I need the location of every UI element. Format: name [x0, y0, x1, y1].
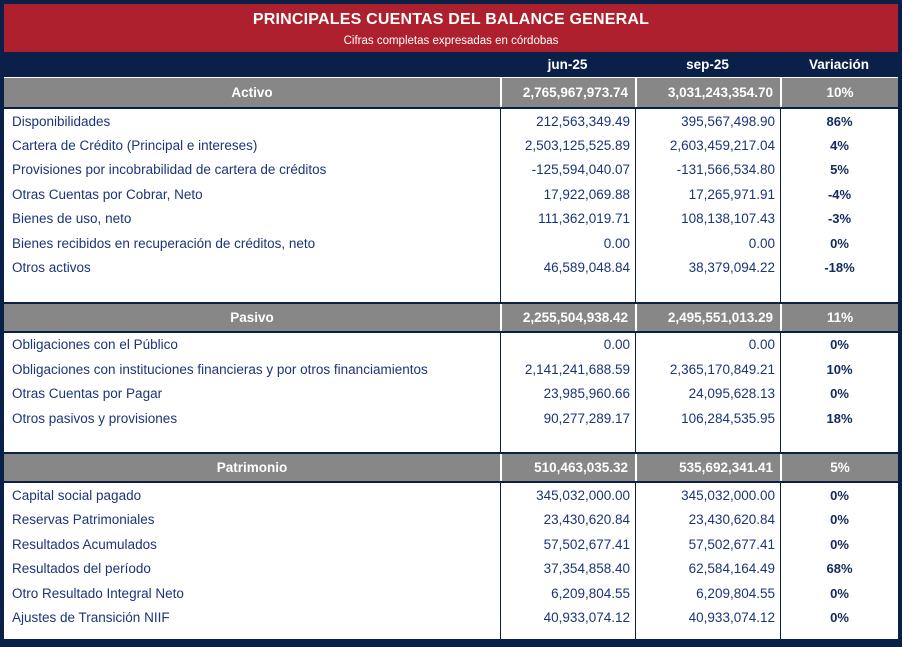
cell-sep25: 40,933,074.12 [635, 605, 780, 629]
cell-jun25: 46,589,048.84 [500, 255, 635, 279]
section-row-activo [4, 78, 898, 109]
cell-variation: 0% [780, 231, 898, 255]
table-row [4, 255, 898, 279]
cell-jun25: 345,032,000.00 [500, 483, 635, 507]
cell-variation: 68% [780, 556, 898, 580]
row-label: Resultados del período [12, 561, 151, 577]
column-header-sep25: sep-25 [686, 57, 729, 72]
table-row [4, 406, 898, 430]
table-row [4, 605, 898, 629]
cell-variation: 10% [780, 357, 898, 381]
cell-sep25: -131,566,534.80 [635, 158, 780, 182]
table-row [4, 207, 898, 231]
section-total-jun25: 2,765,967,973.74 [500, 78, 635, 107]
table-row [4, 158, 898, 182]
column-header-row [4, 52, 898, 78]
row-label: Bienes de uso, neto [12, 211, 132, 227]
table-row [4, 231, 898, 255]
table-row [4, 581, 898, 605]
table-row [4, 333, 898, 357]
section-variation: 10% [780, 78, 898, 107]
row-label: Reservas Patrimoniales [12, 512, 155, 528]
cell-sep25: 0.00 [635, 333, 780, 357]
cell-sep25: 345,032,000.00 [635, 483, 780, 507]
row-label: Otras Cuentas por Cobrar, Neto [12, 186, 203, 202]
row-label: Obligaciones con el Público [12, 337, 178, 353]
row-label: Ajustes de Transición NIIF [12, 609, 170, 625]
page-subtitle: Cifras completas expresadas en córdobas [343, 35, 559, 47]
cell-variation: 0% [780, 483, 898, 507]
section-name: Pasivo [230, 309, 274, 325]
cell-sep25: 395,567,498.90 [635, 109, 780, 133]
cell-variation: 4% [780, 133, 898, 157]
row-label: Otros pasivos y provisiones [12, 410, 178, 426]
section-variation: 5% [780, 454, 898, 481]
cell-jun25: -125,594,040.07 [500, 158, 635, 182]
row-label: Capital social pagado [12, 487, 142, 503]
column-header-variacion: Variación [808, 57, 870, 72]
row-label: Cartera de Crédito (Principal e intereses) [12, 138, 258, 154]
cell-variation: 86% [780, 109, 898, 133]
cell-jun25: 57,502,677.41 [500, 532, 635, 556]
cell-variation: 0% [780, 382, 898, 406]
cell-variation: 0% [780, 605, 898, 629]
section-total-sep25: 2,495,551,013.29 [635, 304, 780, 331]
column-header-jun25: jun-25 [547, 57, 588, 72]
cell-jun25: 0.00 [500, 333, 635, 357]
row-label: Resultados Acumulados [12, 536, 157, 552]
section-total-jun25: 2,255,504,938.42 [500, 304, 635, 331]
section-total-sep25: 535,692,341.41 [635, 454, 780, 481]
section-row-patrimonio [4, 452, 898, 483]
cell-sep25: 106,284,535.95 [635, 406, 780, 430]
cell-jun25: 0.00 [500, 231, 635, 255]
cell-sep25: 0.00 [635, 231, 780, 255]
cell-jun25: 90,277,289.17 [500, 406, 635, 430]
row-label: Otras Cuentas por Pagar [12, 386, 163, 402]
cell-variation: -3% [780, 207, 898, 231]
cell-jun25: 17,922,069.88 [500, 182, 635, 206]
table-row [4, 109, 898, 133]
section-variation: 11% [780, 304, 898, 331]
cell-variation: -4% [780, 182, 898, 206]
cell-sep25: 38,379,094.22 [635, 255, 780, 279]
spacer-row [4, 630, 898, 639]
cell-sep25: 108,138,107.43 [635, 207, 780, 231]
table-row [4, 133, 898, 157]
cell-jun25: 37,354,858.40 [500, 556, 635, 580]
section-total-jun25: 510,463,035.32 [500, 454, 635, 481]
row-label: Disponibilidades [12, 113, 111, 129]
spacer-row [4, 430, 898, 452]
cell-sep25: 24,095,628.13 [635, 382, 780, 406]
cell-jun25: 111,362,019.71 [500, 207, 635, 231]
cell-jun25: 2,503,125,525.89 [500, 133, 635, 157]
cell-jun25: 40,933,074.12 [500, 605, 635, 629]
cell-variation: 18% [780, 406, 898, 430]
cell-variation: 0% [780, 333, 898, 357]
cell-jun25: 2,141,241,688.59 [500, 357, 635, 381]
cell-variation: 0% [780, 532, 898, 556]
table-row [4, 508, 898, 532]
row-label: Otro Resultado Integral Neto [12, 585, 184, 601]
report-header [4, 4, 898, 52]
cell-variation: -18% [780, 255, 898, 279]
cell-sep25: 23,430,620.84 [635, 508, 780, 532]
table-row [4, 556, 898, 580]
row-label: Provisiones por incobrabilidad de cartera de créditos [12, 162, 327, 178]
cell-sep25: 17,265,971.91 [635, 182, 780, 206]
cell-sep25: 2,603,459,217.04 [635, 133, 780, 157]
spacer-row [4, 280, 898, 302]
section-name: Activo [231, 85, 273, 100]
cell-sep25: 2,365,170,849.21 [635, 357, 780, 381]
page-title: PRINCIPALES CUENTAS DEL BALANCE GENERAL [252, 11, 650, 28]
section-row-pasivo [4, 302, 898, 333]
row-label: Obligaciones con instituciones financieras y por otros financiamientos [12, 361, 428, 377]
table-row [4, 357, 898, 381]
section-name: Patrimonio [216, 460, 288, 476]
cell-jun25: 212,563,349.49 [500, 109, 635, 133]
table-row [4, 382, 898, 406]
cell-jun25: 6,209,804.55 [500, 581, 635, 605]
section-total-sep25: 3,031,243,354.70 [635, 78, 780, 107]
row-label: Bienes recibidos en recuperación de créditos, neto [12, 235, 316, 251]
row-label: Otros activos [12, 260, 91, 276]
cell-variation: 0% [780, 581, 898, 605]
cell-jun25: 23,985,960.66 [500, 382, 635, 406]
cell-variation: 5% [780, 158, 898, 182]
cell-sep25: 6,209,804.55 [635, 581, 780, 605]
cell-sep25: 62,584,164.49 [635, 556, 780, 580]
table-row [4, 532, 898, 556]
cell-variation: 0% [780, 508, 898, 532]
table-row [4, 182, 898, 206]
table-row [4, 483, 898, 507]
cell-jun25: 23,430,620.84 [500, 508, 635, 532]
cell-sep25: 57,502,677.41 [635, 532, 780, 556]
